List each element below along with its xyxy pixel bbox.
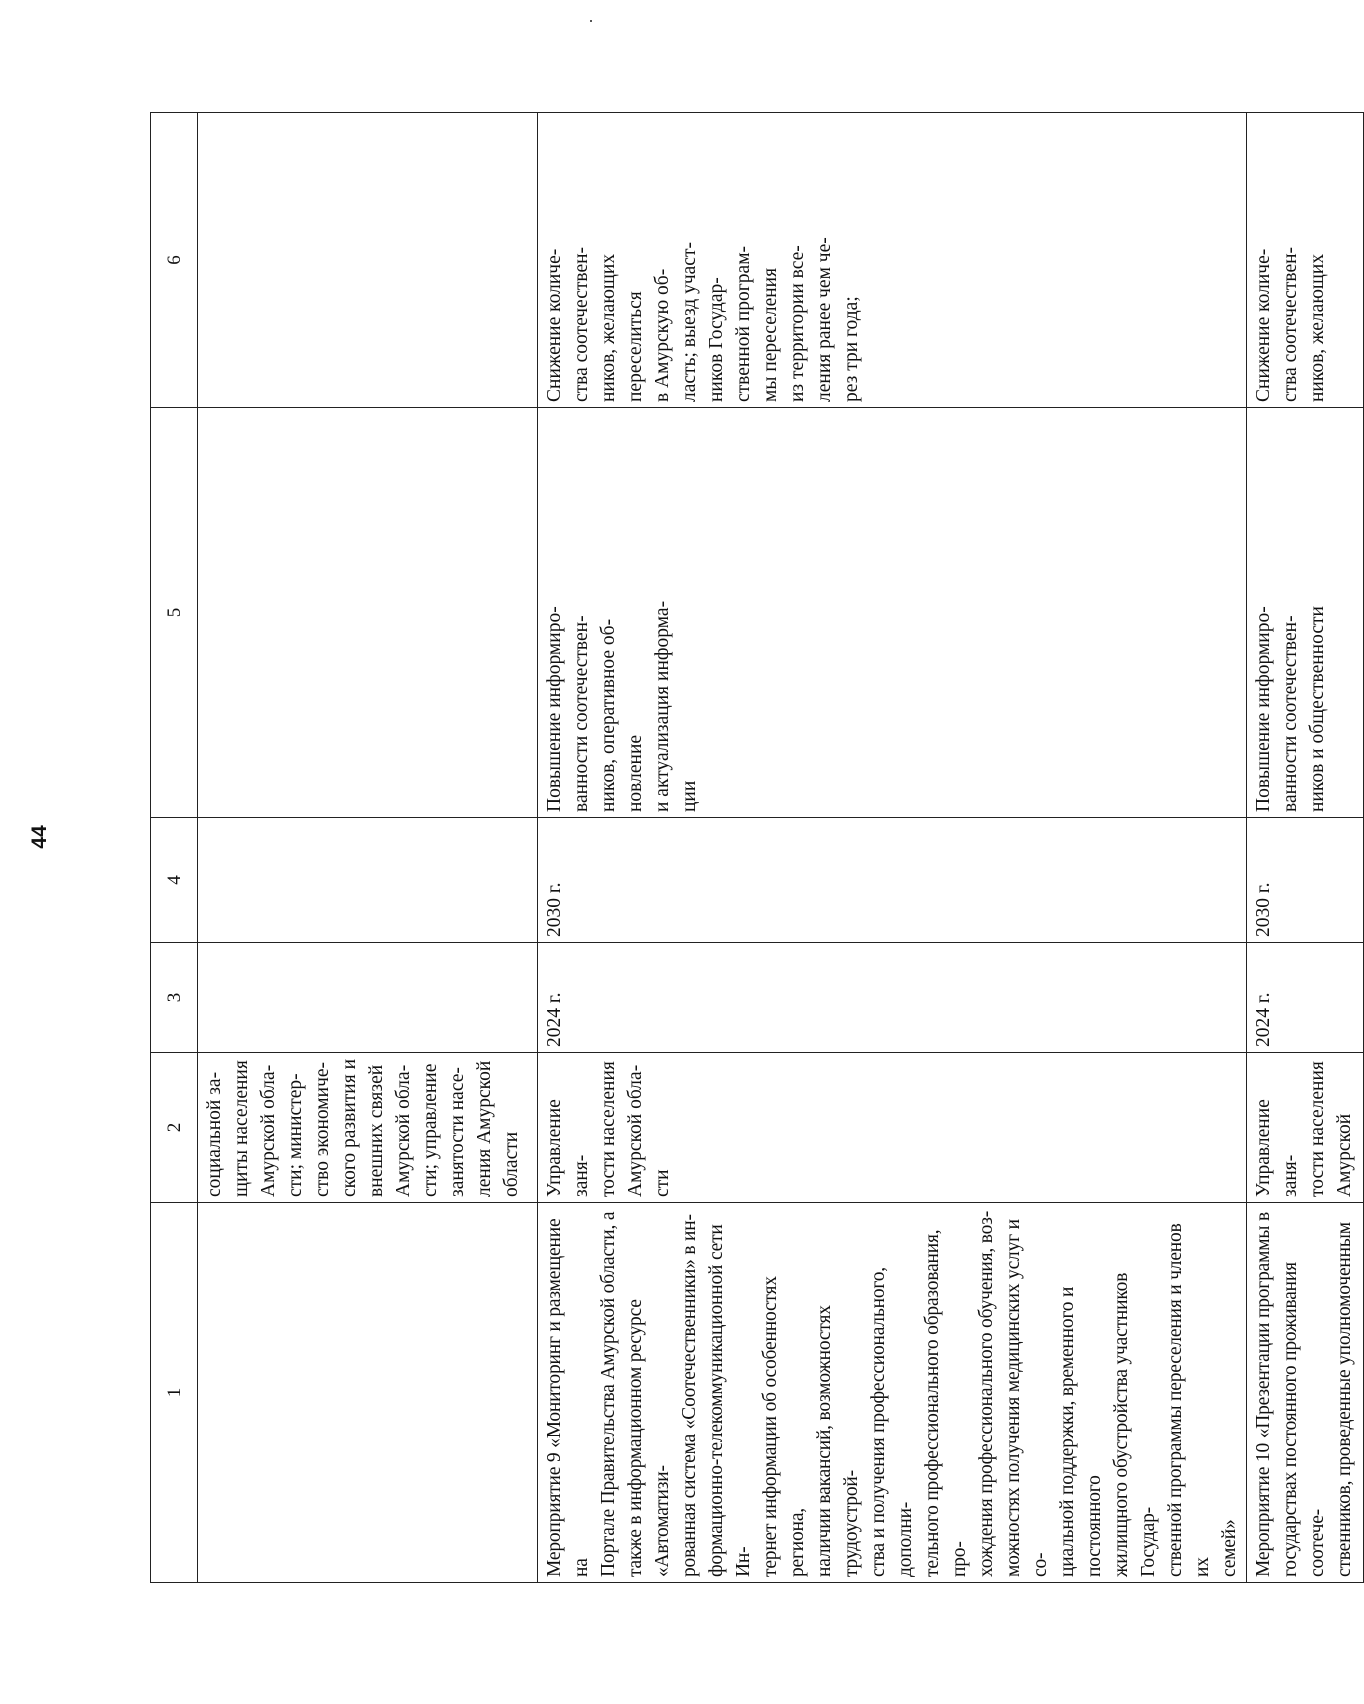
column-number-1: 1: [151, 1203, 198, 1583]
end-year-cell: 2030 г.: [538, 818, 1247, 943]
start-year-cell: [198, 943, 538, 1053]
column-number-5: 5: [151, 408, 198, 818]
consequences-cell: [198, 113, 538, 408]
expected-result-cell: Повышение информиро- ванности соотечествен- ников, оперативное об- новление и актуализация информа- ции: [538, 408, 1247, 818]
table-row: [1247, 113, 1364, 1583]
consequences-cell: Снижение количе- ства соотечествен- ников, желающих: [1247, 113, 1364, 408]
start-year-cell: 2024 г.: [1247, 943, 1364, 1053]
measure-name-cell: [198, 1203, 538, 1583]
table-header-row: [151, 113, 198, 1583]
column-number-4: 4: [151, 818, 198, 943]
expected-result-cell: Повышение информиро- ванности соотечествен- ников и общественности: [1247, 408, 1364, 818]
scan-speck: [590, 20, 592, 22]
consequences-cell: Снижение количе- ства соотечествен- ников, желающих переселиться в Амурскую об- ласть; выезд участ- ников Государ- ственной програм- мы переселения из территории все- ления ранее чем че- рез три года;: [538, 113, 1247, 408]
column-number-6: 6: [151, 113, 198, 408]
responsible-executor-cell: социальной за- щиты населения Амурской обла- сти; министер- ство экономиче- ского развития и внешних связей Амурской обла- сти; управление занятости насе- ления Амурской области: [198, 1053, 538, 1203]
responsible-executor-cell: Управление заня- тости населения Амурской обла- сти: [538, 1053, 1247, 1203]
end-year-cell: [198, 818, 538, 943]
expected-result-cell: [198, 408, 538, 818]
column-number-3: 3: [151, 943, 198, 1053]
rotated-table-wrapper: [150, 113, 1355, 1583]
responsible-executor-cell: Управление заня- тости населения Амурской: [1247, 1053, 1364, 1203]
measure-name-cell: Мероприятие 10 «Презентации программы в государствах постоянного проживания соотече- ственников, проведенные уполномоченным: [1247, 1203, 1364, 1583]
table-row: [538, 113, 1247, 1583]
start-year-cell: 2024 г.: [538, 943, 1247, 1053]
page-number: 44: [28, 825, 51, 849]
program-measures-table: [150, 112, 1364, 1583]
measure-name-cell: Мероприятие 9 «Мониторинг и размещение на Портале Правительства Амурской области, а также в информационном ресурсе «Автоматизи- рованная система «Соотечественники» в ин- формационно-телекоммуникационной сети Ин- тернет информации об особенностях региона, наличии вакансий, возможностях трудоустрой- ства и получения профессионального, дополни- тельного профессионального образования, про- хождения профессионального обучения, воз- можностях получения медицинских услуг и со- циальной поддержки, временного и постоянного жилищного обустройства участников Государ- ственной программы переселения и членов их семей»: [538, 1203, 1247, 1583]
end-year-cell: 2030 г.: [1247, 818, 1364, 943]
column-number-2: 2: [151, 1053, 198, 1203]
table-row: [198, 113, 538, 1583]
